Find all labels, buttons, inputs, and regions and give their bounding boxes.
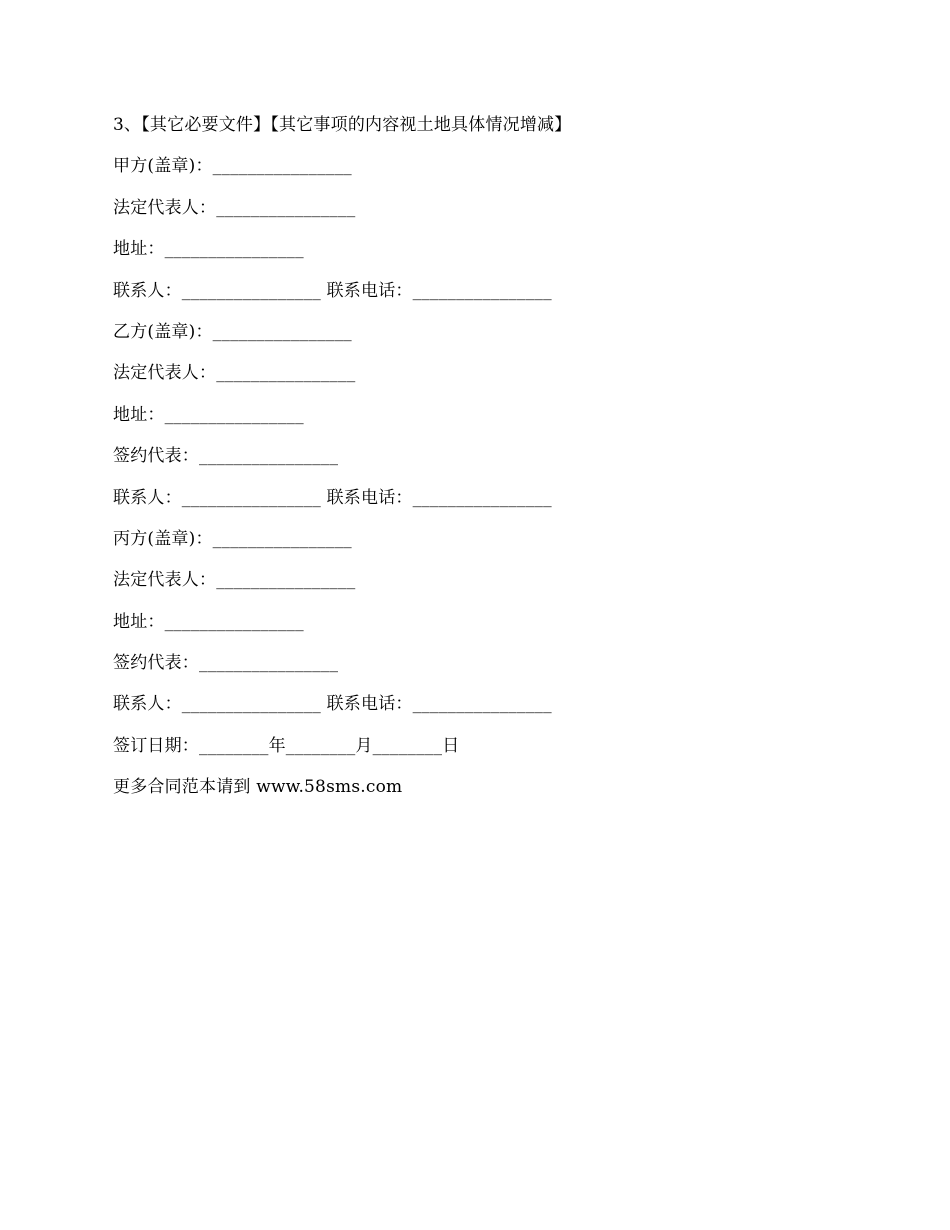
signing-date-line: 签订日期：________年________月________日 — [113, 735, 460, 756]
party-c-seal-line: 丙方(盖章)：________________ — [113, 528, 352, 549]
party-c-contact-line: 联系人：________________ 联系电话：________________ — [113, 694, 552, 715]
party-b-legal-rep-line: 法定代表人：________________ — [113, 363, 356, 384]
party-a-contact-line: 联系人：________________ 联系电话：________________ — [113, 280, 552, 301]
more-templates-footer: 更多合同范本请到 www.58sms.com — [113, 777, 403, 798]
party-a-seal-line: 甲方(盖章)：________________ — [113, 156, 352, 177]
party-a-address-line: 地址：________________ — [113, 239, 304, 260]
party-b-contact-line: 联系人：________________ 联系电话：________________ — [113, 487, 552, 508]
party-b-address-line: 地址：________________ — [113, 404, 304, 425]
party-c-legal-rep-line: 法定代表人：________________ — [113, 570, 356, 591]
contract-signature-section — [113, 112, 873, 816]
clause-3-heading: 3、【其它必要文件】【其它事项的内容视土地具体情况增减】 — [113, 115, 572, 135]
party-c-address-line: 地址：________________ — [113, 611, 304, 632]
party-b-signing-rep-line: 签约代表：________________ — [113, 446, 339, 467]
party-c-signing-rep-line: 签约代表：________________ — [113, 653, 339, 674]
party-a-legal-rep-line: 法定代表人：________________ — [113, 197, 356, 218]
party-b-seal-line: 乙方(盖章)：________________ — [113, 321, 352, 342]
